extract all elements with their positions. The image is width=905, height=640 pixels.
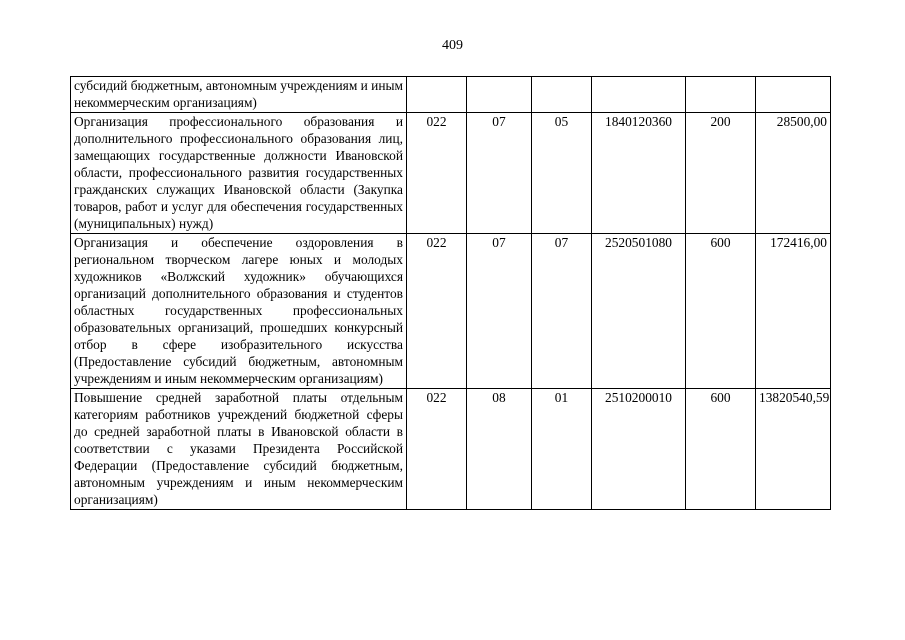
expense-type-code — [686, 77, 756, 113]
subsection-code — [532, 77, 592, 113]
page-number: 409 — [442, 38, 463, 53]
amount — [756, 77, 831, 113]
budget-table — [70, 76, 831, 510]
row-description: субсидий бюджетным, автономным учреждениям и иным некоммерческим организациям) — [71, 77, 407, 113]
ministry-code: 022 — [407, 389, 467, 510]
target-article-code: 1840120360 — [592, 113, 686, 234]
expense-type-code: 200 — [686, 113, 756, 234]
row-description: Повышение средней заработной платы отдельным категориям работников учреждений бюджетной сферы до средней заработной платы в Ивановской области в соответствии с указами Президента Российской Федерации (Предоставление субсидий бюджетным, автономным учреждениям и иным некоммерческим организациям) — [71, 389, 407, 510]
section-code: 07 — [467, 113, 532, 234]
amount: 28500,00 — [756, 113, 831, 234]
subsection-code: 05 — [532, 113, 592, 234]
table-row — [71, 77, 831, 113]
ministry-code: 022 — [407, 234, 467, 389]
amount: 172416,00 — [756, 234, 831, 389]
target-article-code: 2520501080 — [592, 234, 686, 389]
row-description: Организация и обеспечение оздоровления в региональном творческом лагере юных и молодых художников «Волжский художник» обучающихся организаций дополнительного образования и студентов областных государственных профессиональных образовательных организаций, прошедших конкурсный отбор в сфере изобразительного искусства (Предоставление субсидий бюджетным, автономным учреждениям и иным некоммерческим организациям) — [71, 234, 407, 389]
target-article-code — [592, 77, 686, 113]
target-article-code: 2510200010 — [592, 389, 686, 510]
row-description: Организация профессионального образования и дополнительного профессионального образования лиц, замещающих государственные должности Ивановской области, профессионального развития государственных гражданских служащих Ивановской области (Закупка товаров, работ и услуг для обеспечения государственных (муниципальных) нужд) — [71, 113, 407, 234]
section-code: 07 — [467, 234, 532, 389]
section-code: 08 — [467, 389, 532, 510]
table-row — [71, 389, 831, 510]
ministry-code: 022 — [407, 113, 467, 234]
section-code — [467, 77, 532, 113]
table-row — [71, 113, 831, 234]
expense-type-code: 600 — [686, 234, 756, 389]
expense-type-code: 600 — [686, 389, 756, 510]
amount: 13820540,59 — [756, 389, 831, 510]
table-row — [71, 234, 831, 389]
subsection-code: 07 — [532, 234, 592, 389]
subsection-code: 01 — [532, 389, 592, 510]
ministry-code — [407, 77, 467, 113]
